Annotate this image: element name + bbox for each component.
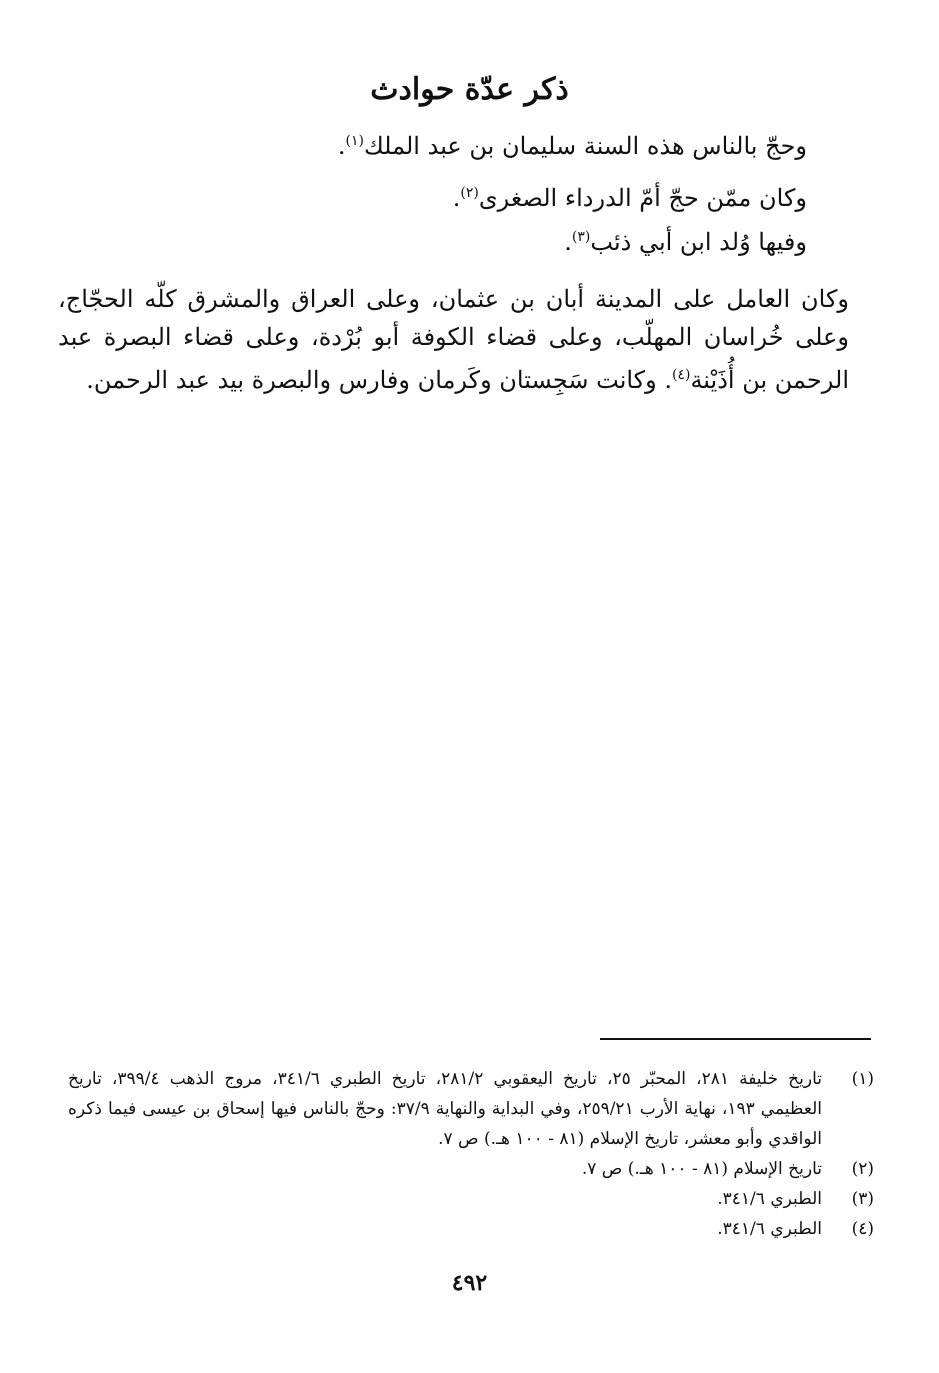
footnote-3	[68, 1184, 874, 1214]
footnote-text: تاريخ خليفة ٢٨١، المحبّر ٢٥، تاريخ اليعقوبي ٢٨١/٢، تاريخ الطبري ٣٤١/٦، مروج الذهب ٣٩٩/٤، تاريخ العظيمي ١٩٣، نهاية الأرب ٢٥٩/٢١، وفي البداية والنهاية ٣٧/٩: وحجّ بالناس فيها إسحاق بن عيسى فيما ذكره الواقدي وأبو معشر، تاريخ الإسلام (٨١ - ١٠٠ هـ.) ص ٧.	[68, 1069, 822, 1149]
paragraph-text: وكان العامل على المدينة أبان بن عثمان، وعلى العراق والمشرق كلّه الحجّاج، وعلى خُراسان المهلّب، وعلى قضاء الكوفة أبو بُرْدة، وعلى قضاء البصرة عبد الرحمن بن أُذَيْنة	[58, 285, 849, 394]
footnote-separator	[600, 1038, 871, 1040]
paragraph-3	[58, 218, 807, 261]
footnotes	[68, 1064, 874, 1244]
footnote-text: الطبري ٣٤١/٦.	[717, 1189, 822, 1209]
section-heading: ذكر عدّة حوادث	[370, 72, 569, 107]
paragraph-tail: .	[337, 132, 346, 160]
footnote-number: (١)	[851, 1069, 874, 1089]
paragraph-tail: . وكانت سَجِستان وكَرمان وفارس والبصرة بيد عبد الرحمن.	[86, 366, 672, 394]
footnote-ref: (٢)	[460, 185, 479, 201]
footnote-ref: (٣)	[571, 229, 591, 245]
footnote-ref: (٤)	[671, 367, 691, 383]
footnote-4	[68, 1214, 874, 1244]
footnote-number: (٢)	[851, 1159, 874, 1179]
paragraph-2	[58, 174, 807, 217]
footnote-text: تاريخ الإسلام (٨١ - ١٠٠ هـ.) ص ٧.	[581, 1159, 822, 1179]
page-number: ٤٩٢	[451, 1270, 488, 1296]
footnote-number: (٣)	[851, 1189, 874, 1209]
footnote-ref: (١)	[345, 133, 364, 149]
paragraph-text: وحجّ بالناس هذه السنة سليمان بن عبد الملك	[363, 132, 807, 160]
paragraph-1	[58, 122, 807, 165]
paragraph-tail: .	[564, 228, 572, 256]
paragraph-tail: .	[452, 184, 461, 212]
paragraph-text: وكان ممّن حجّ أمّ الدرداء الصغرى	[478, 184, 807, 212]
footnote-1	[68, 1064, 874, 1154]
footnote-number: (٤)	[851, 1219, 874, 1239]
paragraph-text: وفيها وُلد ابن أبي ذئب	[590, 228, 807, 256]
footnote-2	[68, 1154, 874, 1184]
paragraph-4	[58, 280, 849, 399]
footnote-text: الطبري ٣٤١/٦.	[717, 1219, 822, 1239]
